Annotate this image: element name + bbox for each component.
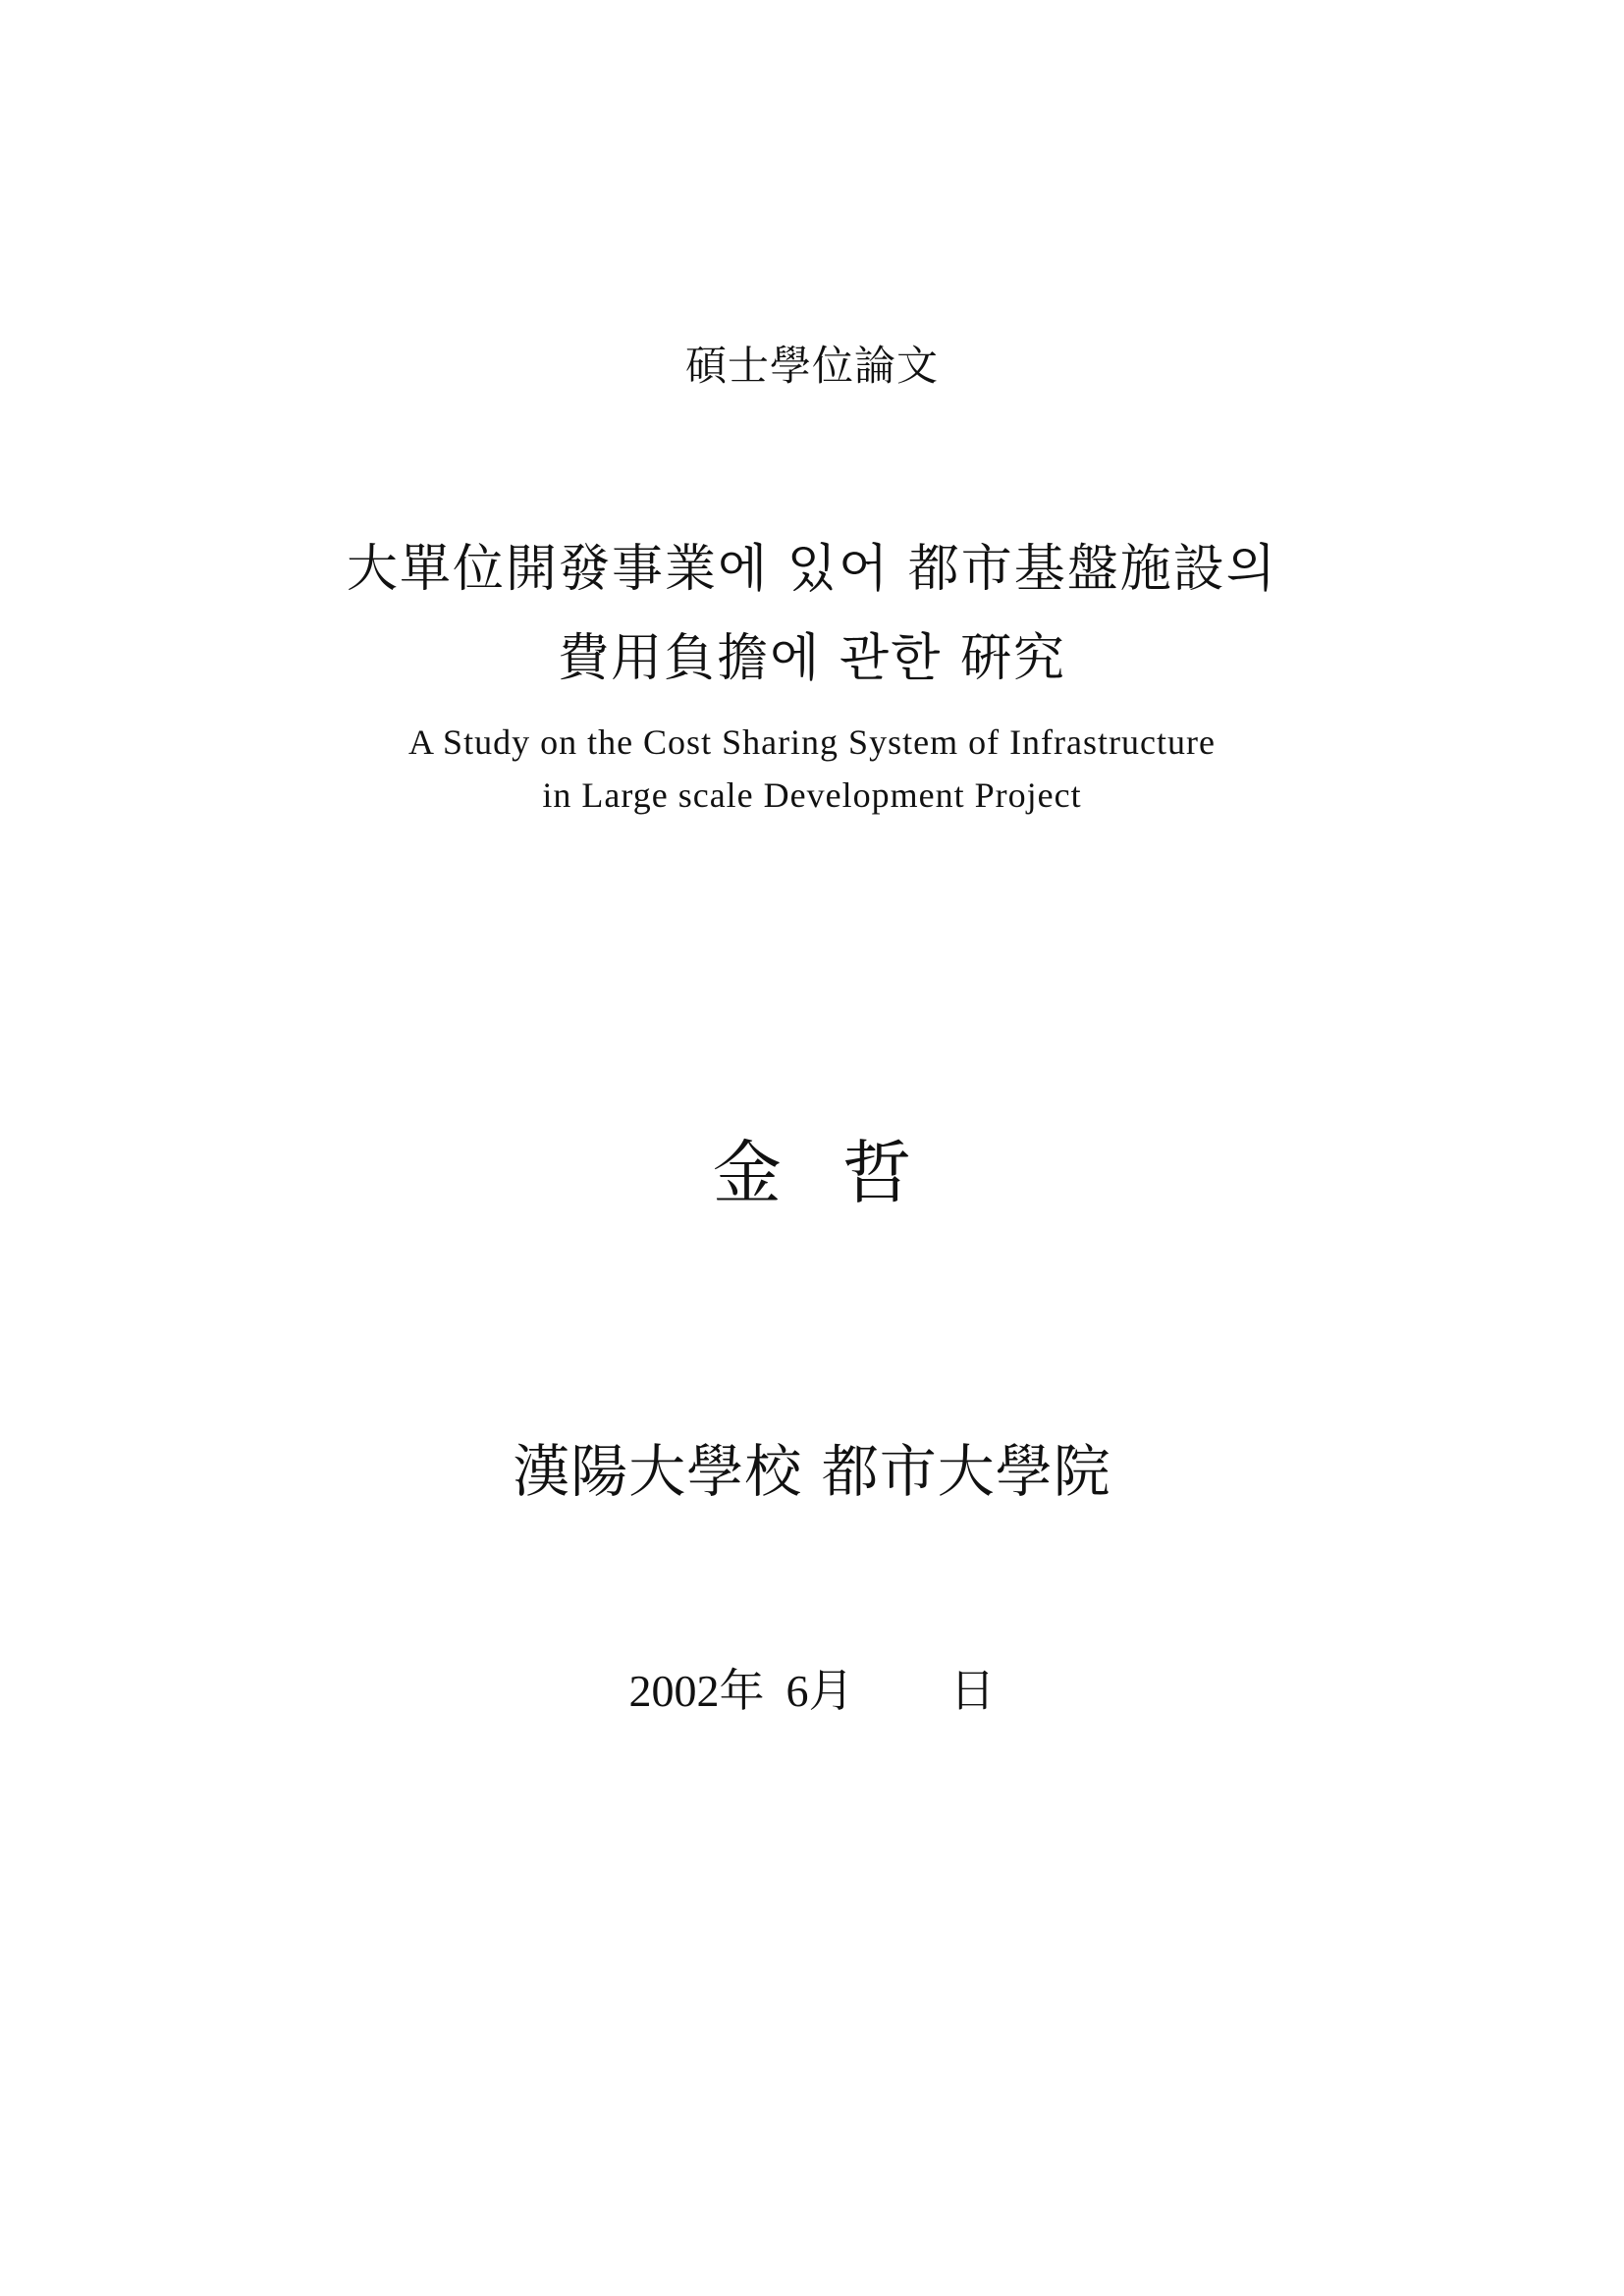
thesis-title-korean-line1: 大單位開發事業에 있어 都市基盤施設의	[347, 540, 1277, 599]
thesis-title-english-line2: in Large scale Development Project	[542, 775, 1082, 815]
submission-date	[0, 1666, 1624, 1716]
thesis-title-korean-line2: 費用負擔에 관한 硏究	[558, 629, 1066, 688]
date-day: 日	[949, 1666, 996, 1716]
date-year: 2002年	[628, 1666, 765, 1716]
thesis-title-english-line1: A Study on the Cost Sharing System of Infrastructure	[408, 722, 1216, 762]
author-name: 金 哲	[712, 1133, 912, 1213]
degree-type-label: 碩士學位論文	[684, 342, 939, 390]
date-month: 6月	[785, 1666, 854, 1716]
institution-name: 漢陽大學校 都市大學院	[513, 1438, 1111, 1505]
